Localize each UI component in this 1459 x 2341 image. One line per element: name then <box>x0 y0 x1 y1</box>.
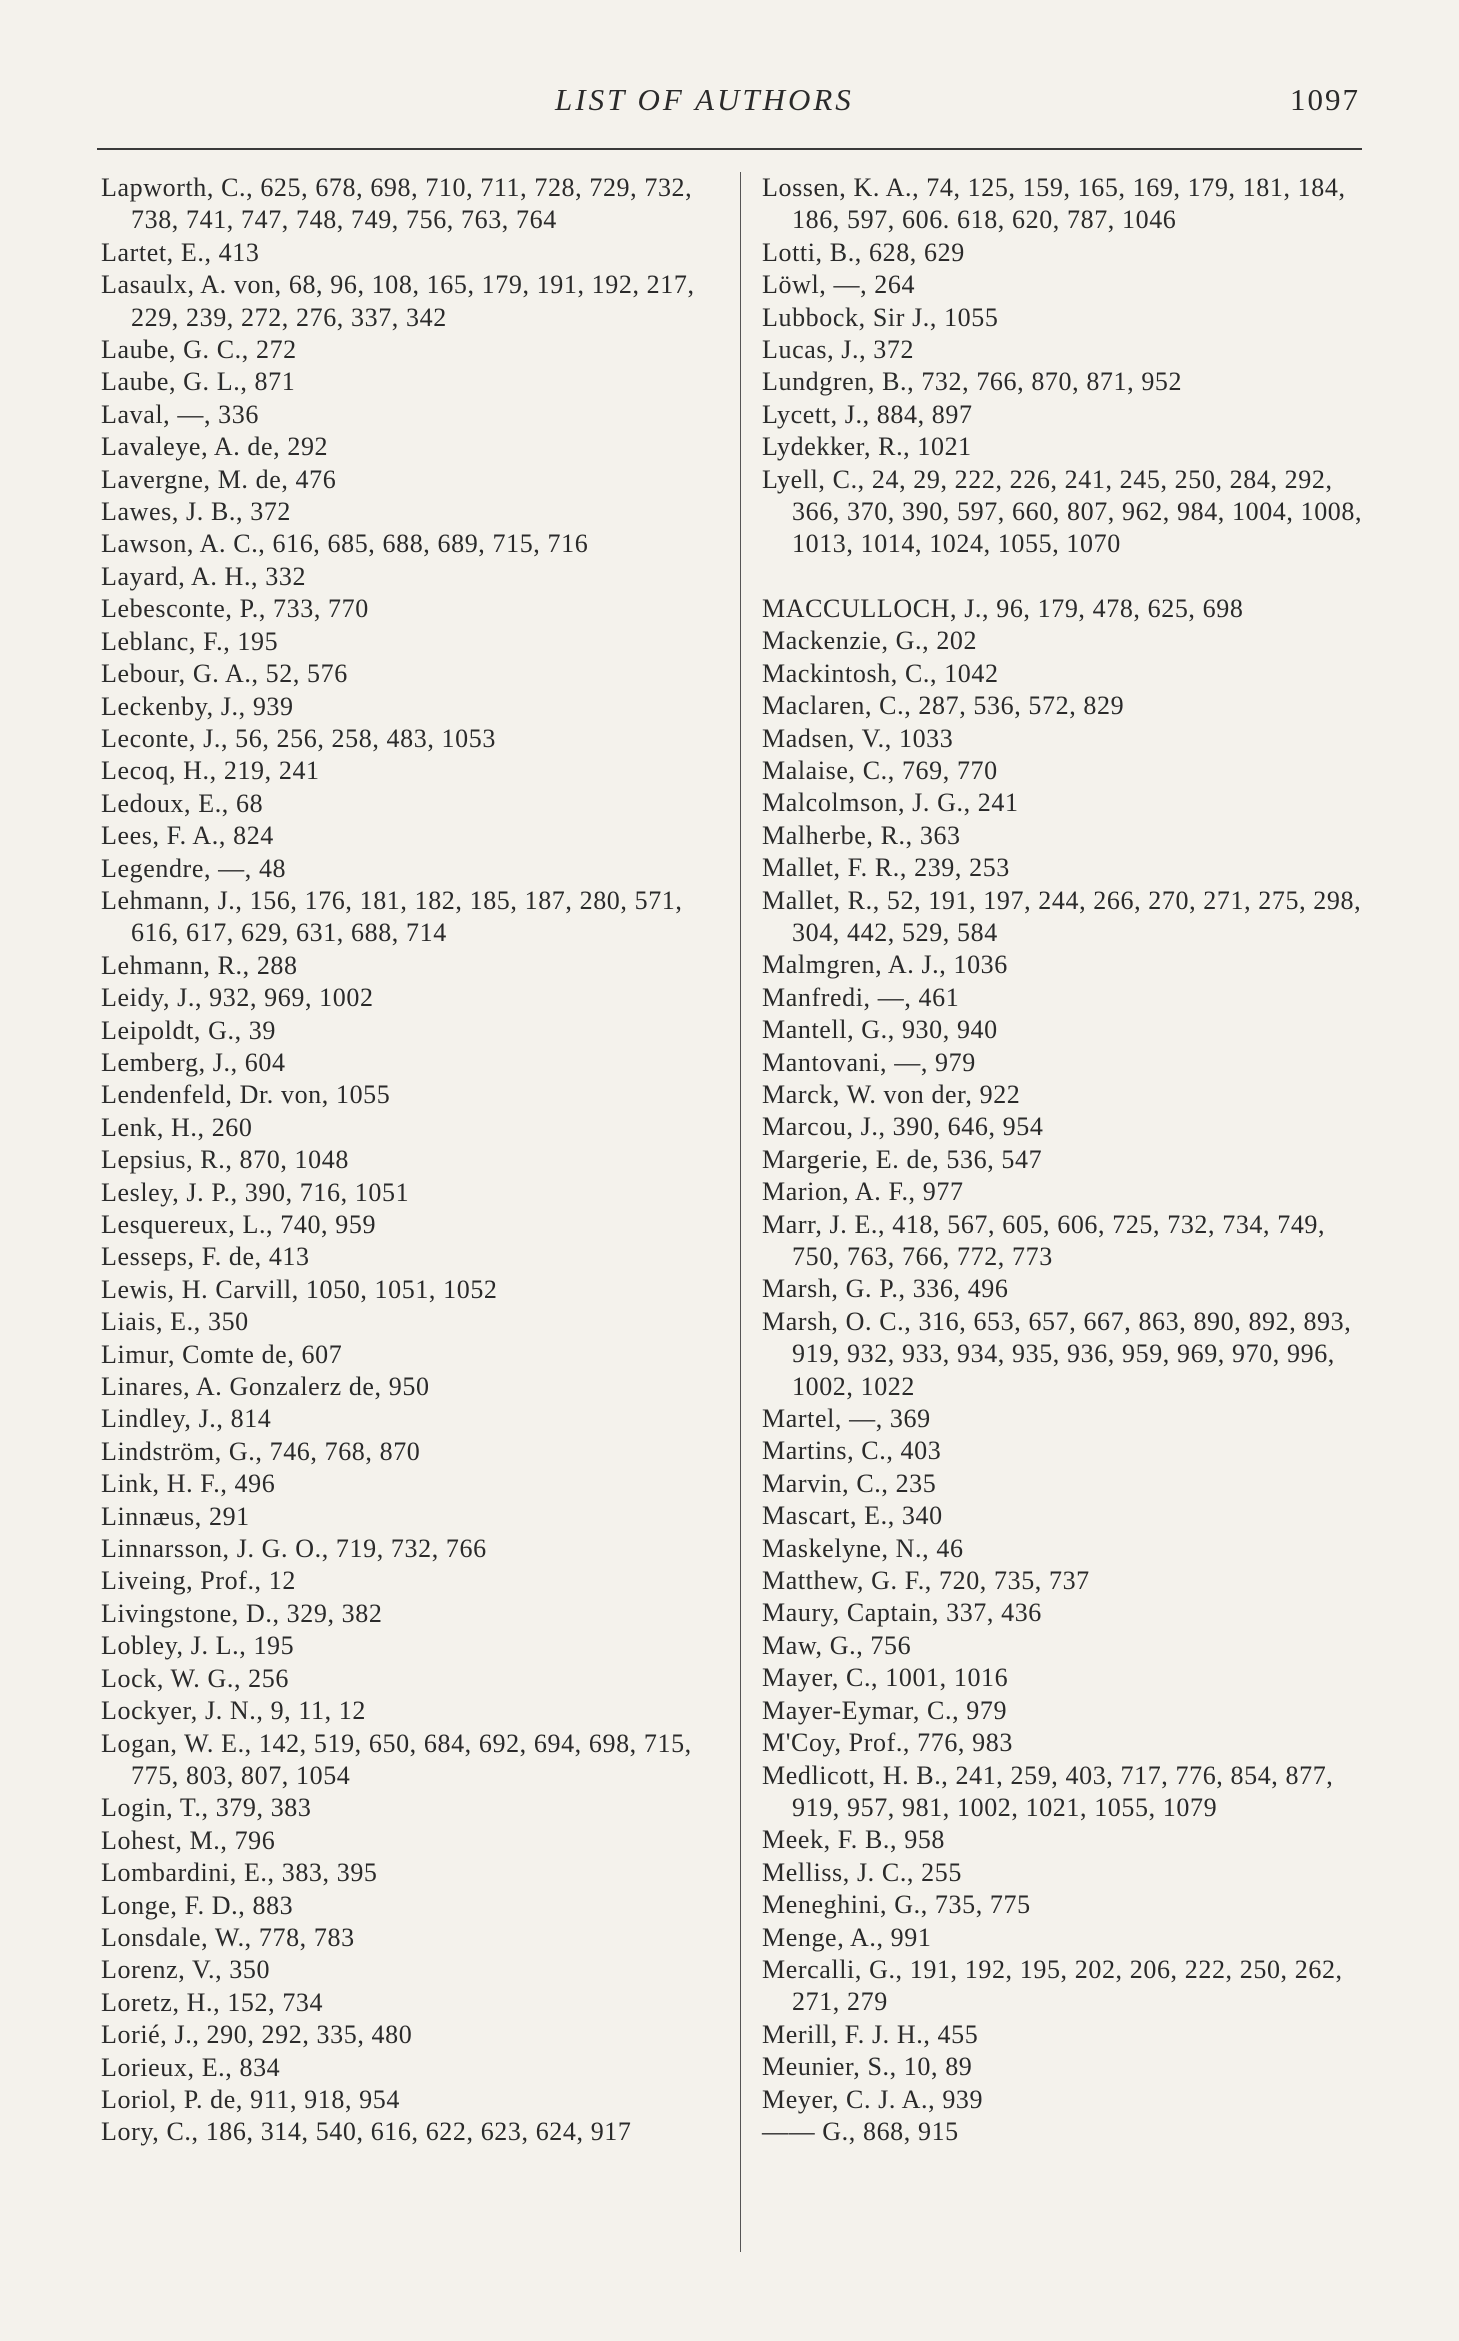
author-entry: Laube, G. C., 272 <box>101 335 297 365</box>
author-entry: Lebour, G. A., 52, 576 <box>101 659 348 689</box>
author-entry: Mackintosh, C., 1042 <box>762 658 999 688</box>
author-entry: Loretz, H., 152, 734 <box>101 1987 324 2017</box>
author-entry: Malcolmson, J. G., 241 <box>762 788 1019 818</box>
author-entry: Linares, A. Gonzalerz de, 950 <box>101 1372 430 1402</box>
author-entry: Lemberg, J., 604 <box>101 1047 286 1077</box>
author-entry: Martins, C., 403 <box>762 1436 942 1466</box>
author-entry: Longe, F. D., 883 <box>101 1890 294 1920</box>
author-entry: Menge, A., 991 <box>762 1922 932 1952</box>
author-entry: Liais, E., 350 <box>101 1307 249 1337</box>
author-entry: Löwl, —, 264 <box>762 270 916 300</box>
author-entry: Mayer-Eymar, C., 979 <box>762 1695 1008 1725</box>
author-entry: Ledoux, E., 68 <box>101 788 264 818</box>
author-entry: Lydekker, R., 1021 <box>762 432 972 462</box>
author-entry: Linnæus, 291 <box>101 1501 250 1531</box>
author-entry: Logan, W. E., 142, 519, 650, 684, 692, 694, 698, 715, 775, 803, 807, 1054 <box>101 1728 692 1790</box>
running-title: LIST OF AUTHORS <box>555 82 854 117</box>
author-entry: Lombardini, E., 383, 395 <box>101 1858 378 1888</box>
author-entry: Liveing, Prof., 12 <box>101 1566 296 1596</box>
author-entry: Marsh, G. P., 336, 496 <box>762 1274 1009 1304</box>
author-entry: Lesquereux, L., 740, 959 <box>101 1210 377 1239</box>
author-entry: Marck, W. von der, 922 <box>762 1079 1021 1109</box>
author-entry: Laube, G. L., 871 <box>101 367 296 397</box>
author-entry: Marvin, C., 235 <box>762 1468 937 1498</box>
author-entry: M'Coy, Prof., 776, 983 <box>762 1728 1013 1758</box>
author-entry: Matthew, G. F., 720, 735, 737 <box>762 1566 1090 1596</box>
author-entry: Lossen, K. A., 74, 125, 159, 165, 169, 179, 181, 184, 186, 597, 606. 618, 620, 787, 1046 <box>762 173 1346 235</box>
author-entry: Marsh, O. C., 316, 653, 657, 667, 863, 890, 892, 893, 919, 932, 933, 934, 935, 936, 959, 969, 970, 996, 1002, 1022 <box>762 1306 1352 1401</box>
author-entry: Leidy, J., 932, 969, 1002 <box>101 983 374 1013</box>
author-entry: Lockyer, J. N., 9, 11, 12 <box>101 1696 367 1726</box>
author-entry: Malherbe, R., 363 <box>762 820 961 850</box>
author-entry: Meneghini, G., 735, 775 <box>762 1890 1031 1920</box>
author-entry: Lonsdale, W., 778, 783 <box>101 1922 355 1952</box>
author-entry: Leckenby, J., 939 <box>101 691 294 721</box>
author-entry: Lapworth, C., 625, 678, 698, 710, 711, 728, 729, 732, 738, 741, 747, 748, 749, 756, 763, 764 <box>101 173 693 235</box>
author-entry: Lecoq, H., 219, 241 <box>101 756 320 786</box>
page-number: 1097 <box>1290 82 1360 117</box>
author-entry: Link, H. F., 496 <box>101 1469 276 1499</box>
author-entry: Lorenz, V., 350 <box>101 1955 271 1985</box>
left-column <box>101 172 731 2149</box>
author-entry: Marion, A. F., 977 <box>762 1177 964 1207</box>
author-entry: Mercalli, G., 191, 192, 195, 202, 206, 222, 250, 262, 271, 279 <box>762 1954 1343 2017</box>
author-entry: Mantell, G., 930, 940 <box>762 1015 998 1045</box>
author-entry: Marr, J. E., 418, 567, 605, 606, 725, 732, 734, 749, 750, 763, 766, 772, 773 <box>762 1209 1326 1271</box>
author-entry: MACCULLOCH, J., 96, 179, 478, 625, 698 <box>762 593 1244 623</box>
author-entry: Manfredi, —, 461 <box>762 982 960 1012</box>
author-entry: Lohest, M., 796 <box>101 1825 276 1855</box>
author-entry: Lycett, J., 884, 897 <box>762 399 973 429</box>
author-entry: —— G., 868, 915 <box>762 2116 959 2146</box>
author-entry: Legendre, —, 48 <box>101 853 287 883</box>
author-entry: Lehmann, R., 288 <box>101 950 298 980</box>
author-entry: Maury, Captain, 337, 436 <box>762 1598 1042 1628</box>
author-entry: Login, T., 379, 383 <box>101 1793 312 1823</box>
author-entry: Lindström, G., 746, 768, 870 <box>101 1436 421 1466</box>
author-entry: Leconte, J., 56, 256, 258, 483, 1053 <box>101 723 496 753</box>
author-entry: Lundgren, B., 732, 766, 870, 871, 952 <box>762 367 1183 397</box>
author-entry: Lotti, B., 628, 629 <box>762 237 965 267</box>
author-entry: Mackenzie, G., 202 <box>762 626 978 656</box>
author-entry: Malmgren, A. J., 1036 <box>762 950 1008 980</box>
author-entry: Limur, Comte de, 607 <box>101 1339 343 1369</box>
author-entry: Lavaleye, A. de, 292 <box>101 432 329 462</box>
author-entry: Lorié, J., 290, 292, 335, 480 <box>101 2020 413 2050</box>
author-entry: Lawson, A. C., 616, 685, 688, 689, 715, 716 <box>101 529 589 559</box>
author-entry: Mallet, F. R., 239, 253 <box>762 853 1010 883</box>
author-entry: Lorieux, E., 834 <box>101 2052 281 2082</box>
author-entry: Mascart, E., 340 <box>762 1501 943 1531</box>
author-entry: Meek, F. B., 958 <box>762 1825 946 1855</box>
author-entry: Maclaren, C., 287, 536, 572, 829 <box>762 691 1125 721</box>
author-entry: Layard, A. H., 332 <box>101 561 307 591</box>
author-entry: Lepsius, R., 870, 1048 <box>101 1145 349 1175</box>
author-entry: Lucas, J., 372 <box>762 335 915 365</box>
author-entry: Malaise, C., 769, 770 <box>762 755 998 785</box>
author-entry: Merill, F. J. H., 455 <box>762 2019 979 2049</box>
page-header <box>100 82 1360 122</box>
author-entry: Lobley, J. L., 195 <box>101 1631 295 1661</box>
author-entry: Melliss, J. C., 255 <box>762 1857 962 1887</box>
author-entry: Lawes, J. B., 372 <box>101 497 292 527</box>
author-entry: Livingstone, D., 329, 382 <box>101 1598 383 1628</box>
author-entry: Leblanc, F., 195 <box>101 626 279 656</box>
author-entry: Mayer, C., 1001, 1016 <box>762 1663 1009 1693</box>
author-entry: Maw, G., 756 <box>762 1630 912 1660</box>
author-entry: Lavergne, M. de, 476 <box>101 464 337 494</box>
author-entry: Loriol, P. de, 911, 918, 954 <box>101 2084 400 2114</box>
author-entry: Lindley, J., 814 <box>101 1404 272 1434</box>
author-entry: Mantovani, —, 979 <box>762 1047 976 1077</box>
author-entry: Lasaulx, A. von, 68, 96, 108, 165, 179, 191, 192, 217, 229, 239, 272, 276, 337, 342 <box>101 270 695 332</box>
author-entry: Lebesconte, P., 733, 770 <box>101 594 369 624</box>
author-entry: Lesley, J. P., 390, 716, 1051 <box>101 1177 410 1207</box>
author-entry: Lyell, C., 24, 29, 222, 226, 241, 245, 250, 284, 292, 366, 370, 390, 597, 660, 807, 962, 984, 1004, 1008, 1013, 1014, 1024, 1055, 1070 <box>762 464 1363 559</box>
author-entry: Meyer, C. J. A., 939 <box>762 2084 984 2114</box>
author-entry: Martel, —, 369 <box>762 1404 931 1434</box>
author-entry: Margerie, E. de, 536, 547 <box>762 1144 1043 1174</box>
author-entry: Madsen, V., 1033 <box>762 723 954 753</box>
column-divider <box>740 172 741 2252</box>
author-entry: Lartet, E., 413 <box>101 237 260 267</box>
author-entry: Lenk, H., 260 <box>101 1112 253 1142</box>
author-entry: Laval, —, 336 <box>101 399 259 429</box>
author-entry: Lees, F. A., 824 <box>101 821 274 851</box>
header-rule <box>97 148 1362 150</box>
author-entry: Leipoldt, G., 39 <box>101 1015 276 1045</box>
author-entry: Meunier, S., 10, 89 <box>762 2052 973 2082</box>
right-column <box>762 172 1367 2148</box>
author-entry: Lesseps, F. de, 413 <box>101 1242 310 1272</box>
author-entry: Linnarsson, J. G. O., 719, 732, 766 <box>101 1534 487 1564</box>
author-entry: Lory, C., 186, 314, 540, 616, 622, 623, 624, 917 <box>101 2117 632 2147</box>
author-entry: Mallet, R., 52, 191, 197, 244, 266, 270, 271, 275, 298, 304, 442, 529, 584 <box>762 885 1362 947</box>
author-entry: Lehmann, J., 156, 176, 181, 182, 185, 187, 280, 571, 616, 617, 629, 631, 688, 714 <box>101 885 683 948</box>
author-entry: Maskelyne, N., 46 <box>762 1533 964 1563</box>
author-entry: Lewis, H. Carvill, 1050, 1051, 1052 <box>101 1274 498 1304</box>
author-entry: Lubbock, Sir J., 1055 <box>762 302 999 332</box>
author-entry: Lendenfeld, Dr. von, 1055 <box>101 1080 391 1110</box>
author-entry: Lock, W. G., 256 <box>101 1663 289 1693</box>
author-entry: Medlicott, H. B., 241, 259, 403, 717, 776, 854, 877, 919, 957, 981, 1002, 1021, 1055, 1079 <box>762 1760 1334 1822</box>
author-entry: Marcou, J., 390, 646, 954 <box>762 1112 1044 1142</box>
